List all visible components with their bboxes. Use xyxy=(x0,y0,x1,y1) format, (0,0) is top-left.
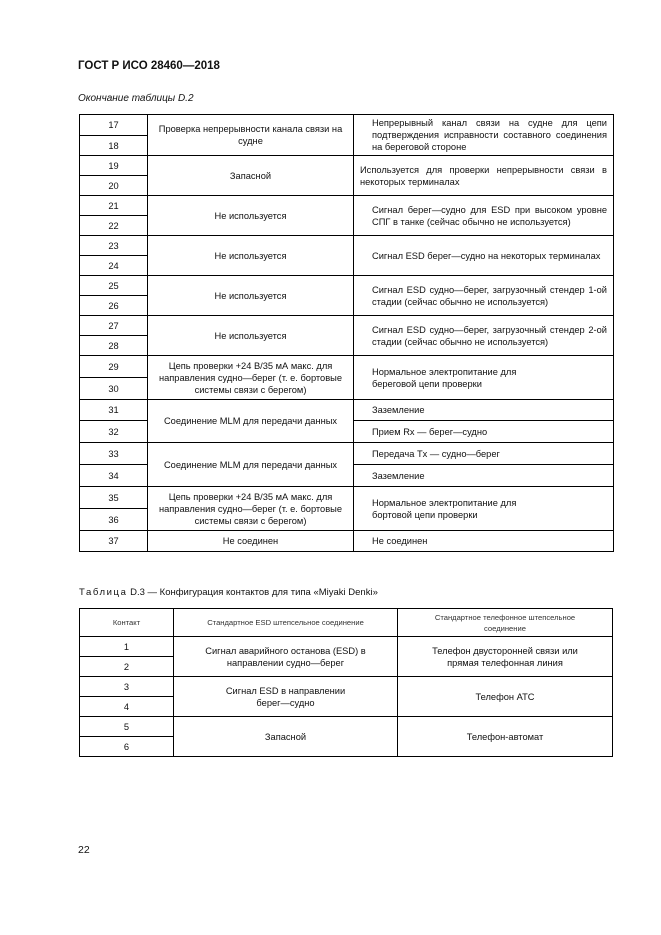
contact-note: Прием Rx — берег—судно xyxy=(354,421,614,443)
contact-description: Не соединен xyxy=(148,531,354,552)
contact-number: 2 xyxy=(80,657,174,677)
table-row xyxy=(80,400,614,421)
table-row xyxy=(80,443,614,465)
contact-number: 21 xyxy=(80,196,148,216)
contact-note: Передача Tx — судно—берег xyxy=(354,443,614,465)
contact-number: 18 xyxy=(80,136,148,156)
esd-connection: Запасной xyxy=(174,717,398,757)
contact-description: Не используется xyxy=(148,236,354,276)
contact-note: Сигнал ESD судно—берег, загрузочный стендер 1-ой стадии (сейчас обычно не используется) xyxy=(354,276,614,316)
table-continuation-caption: Окончание таблицы D.2 xyxy=(78,93,194,104)
phone-connection: Телефон двусторонней связи или прямая телефонная линия xyxy=(398,637,613,677)
esd-connection: Сигнал аварийного останова (ESD) в направлении судно—берег xyxy=(174,637,398,677)
contact-description: Соединение MLM для передачи данных xyxy=(148,400,354,443)
contact-number: 1 xyxy=(80,637,174,657)
contact-note: Нормальное электропитание для бортовой цепи проверки xyxy=(354,487,614,531)
contact-note: Заземление xyxy=(354,400,614,421)
contact-note: Сигнал ESD берег—судно на некоторых терминалах xyxy=(354,236,614,276)
column-header-contact: Контакт xyxy=(80,609,174,637)
table-row xyxy=(80,236,614,256)
contact-description: Запасной xyxy=(148,156,354,196)
contact-number: 32 xyxy=(80,421,148,443)
contact-number: 28 xyxy=(80,336,148,356)
page-number: 22 xyxy=(78,844,90,856)
contact-number: 6 xyxy=(80,737,174,757)
contact-number: 36 xyxy=(80,509,148,531)
contact-note: Не соединен xyxy=(354,531,614,552)
column-header-phone: Стандартное телефонное штепсельное соединение xyxy=(398,609,613,637)
contact-number: 23 xyxy=(80,236,148,256)
table-row xyxy=(80,487,614,509)
table-row xyxy=(80,316,614,336)
contact-number: 37 xyxy=(80,531,148,552)
contact-number: 19 xyxy=(80,156,148,176)
contact-description: Не используется xyxy=(148,276,354,316)
contact-description: Цепь проверки +24 В/35 мА макс. для направления судно—берег (т. е. бортовые системы связи с берегом) xyxy=(148,356,354,400)
contact-note: Заземление xyxy=(354,465,614,487)
table-row xyxy=(80,156,614,176)
contact-note: Непрерывный канал связи на судне для цепи подтверждения исправности составного соединения на береговой стороне xyxy=(354,115,614,156)
contact-note: Сигнал берег—судно для ESD при высоком уровне СПГ в танке (сейчас обычно не используется) xyxy=(354,196,614,236)
table-d3-caption-text: D.3 — Конфигурация контактов для типа «Miyaki Denki» xyxy=(127,587,378,598)
table-row xyxy=(80,276,614,296)
contact-number: 31 xyxy=(80,400,148,421)
table-row xyxy=(80,356,614,378)
table-row xyxy=(80,637,613,657)
contact-number: 3 xyxy=(80,677,174,697)
contact-description: Цепь проверки +24 В/35 мА макс. для направления судно—берег (т. е. бортовые системы связи с берегом) xyxy=(148,487,354,531)
table-d3-caption-prefix: Таблица xyxy=(79,587,128,598)
contact-note: Сигнал ESD судно—берег, загрузочный стендер 2-ой стадии (сейчас обычно не используется) xyxy=(354,316,614,356)
contact-number: 27 xyxy=(80,316,148,336)
contact-description: Соединение MLM для передачи данных xyxy=(148,443,354,487)
contact-number: 4 xyxy=(80,697,174,717)
contact-note: Нормальное электропитание для береговой цепи проверки xyxy=(354,356,614,400)
contact-description: Проверка непрерывности канала связи на судне xyxy=(148,115,354,156)
contact-number: 17 xyxy=(80,115,148,136)
document-header: ГОСТ Р ИСО 28460—2018 xyxy=(78,60,220,72)
phone-connection: Телефон АТС xyxy=(398,677,613,717)
table-d2-end xyxy=(79,114,614,552)
contact-number: 5 xyxy=(80,717,174,737)
contact-number: 35 xyxy=(80,487,148,509)
table-row xyxy=(80,115,614,136)
table-d3 xyxy=(79,608,613,757)
contact-number: 24 xyxy=(80,256,148,276)
contact-number: 22 xyxy=(80,216,148,236)
phone-connection: Телефон-автомат xyxy=(398,717,613,757)
contact-number: 34 xyxy=(80,465,148,487)
contact-number: 20 xyxy=(80,176,148,196)
contact-number: 29 xyxy=(80,356,148,378)
table-header-row xyxy=(80,609,613,637)
esd-connection: Сигнал ESD в направлении берег—судно xyxy=(174,677,398,717)
contact-number: 26 xyxy=(80,296,148,316)
contact-number: 33 xyxy=(80,443,148,465)
contact-note: Используется для проверки непрерывности связи в некоторых терминалах xyxy=(354,156,614,196)
contact-description: Не используется xyxy=(148,196,354,236)
contact-number: 25 xyxy=(80,276,148,296)
table-row xyxy=(80,196,614,216)
table-row xyxy=(80,717,613,737)
contact-number: 30 xyxy=(80,378,148,400)
table-row xyxy=(80,531,614,552)
table-d3-caption xyxy=(79,587,378,598)
table-row xyxy=(80,677,613,697)
column-header-esd: Стандартное ESD штепсельное соединение xyxy=(174,609,398,637)
contact-description: Не используется xyxy=(148,316,354,356)
